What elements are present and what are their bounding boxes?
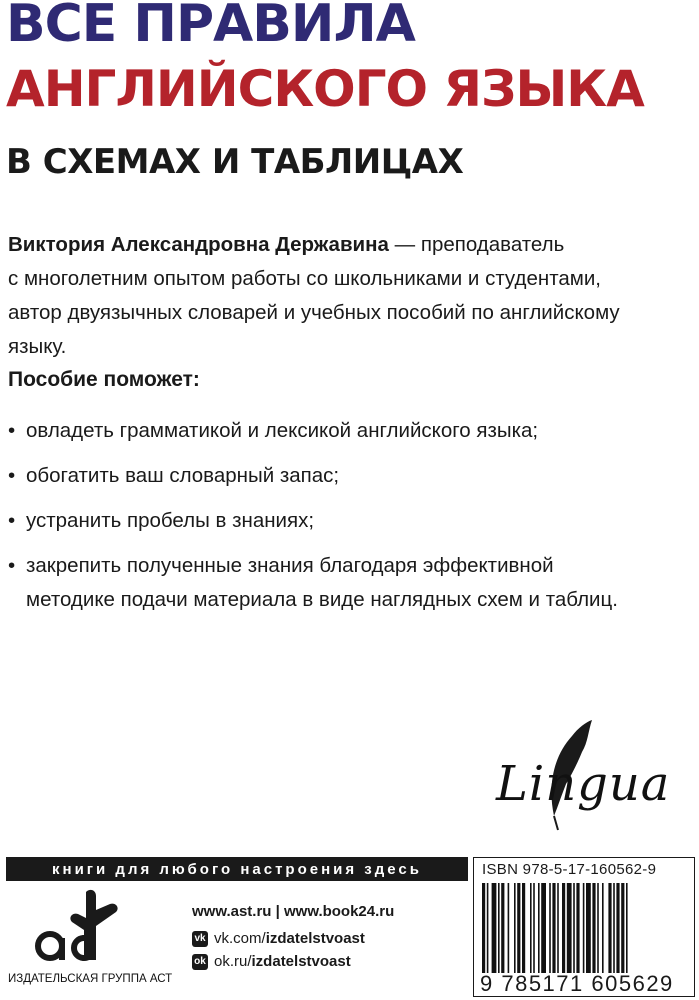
bio-line-1: [8, 228, 698, 262]
bio-line-4: языку.: [8, 335, 67, 358]
publisher-name: ИЗДАТЕЛЬСКАЯ ГРУППА АСТ: [8, 973, 173, 985]
author-bio: [8, 228, 698, 364]
title-line-1: ВСЕ ПРАВИЛА: [6, 0, 415, 54]
vk-prefix: vk.com/: [214, 930, 266, 947]
list-item-text-line-2: методике подачи материала в виде наглядных схем и таблиц.: [26, 588, 618, 611]
bullet-mark: •: [8, 464, 16, 487]
vk-link[interactable]: [192, 930, 365, 947]
slogan-strip: книги для любого настроения здесь: [6, 857, 468, 881]
helps-heading: Пособие поможет:: [8, 368, 200, 391]
bullet-mark: •: [8, 509, 16, 532]
publisher-websites[interactable]: www.ast.ru | www.book24.ru: [192, 903, 395, 920]
list-item-text: устранить пробелы в знаниях;: [26, 509, 315, 532]
list-item: [8, 414, 698, 448]
ok-icon: ok: [192, 954, 208, 970]
barcode-digits: 9 785171 605629: [480, 971, 674, 996]
ok-handle: izdatelstvoast: [251, 953, 351, 970]
bullet-mark: •: [8, 419, 16, 442]
bullet-mark: •: [8, 554, 16, 577]
author-name: Виктория Александровна Державина: [8, 233, 389, 256]
title-line-3: В СХЕМАХ И ТАБЛИЦАХ: [6, 142, 464, 182]
list-item-text-line-1: закрепить полученные знания благодаря эффективной: [26, 554, 554, 577]
list-item-text: обогатить ваш словарный запас;: [26, 464, 340, 487]
list-item: [8, 504, 698, 538]
title-line-2: АНГЛИЙСКОГО ЯЗЫКА: [6, 60, 644, 118]
vk-icon: vk: [192, 931, 208, 947]
benefits-list: [8, 414, 698, 628]
isbn-barcode-box: [473, 857, 695, 997]
isbn-label: ISBN 978-5-17-160562-9: [482, 861, 657, 878]
list-item: [8, 459, 698, 493]
ast-cross-logo-icon: [28, 886, 138, 966]
bio-line-3: автор двуязычных словарей и учебных пособий по английскому: [8, 301, 620, 324]
vk-handle: izdatelstvoast: [265, 930, 365, 947]
bio-line-1-rest: — преподаватель: [388, 233, 565, 256]
ok-link[interactable]: [192, 953, 351, 970]
list-item-text: овладеть грамматикой и лексикой английского языка;: [26, 419, 539, 442]
list-item: [8, 549, 698, 617]
barcode: [480, 883, 688, 973]
lingua-logo: [496, 718, 672, 832]
lingua-logo-text: Lingua: [496, 756, 671, 812]
bio-line-2: с многолетним опытом работы со школьниками и студентами,: [8, 267, 601, 290]
ok-prefix: ok.ru/: [214, 953, 252, 970]
